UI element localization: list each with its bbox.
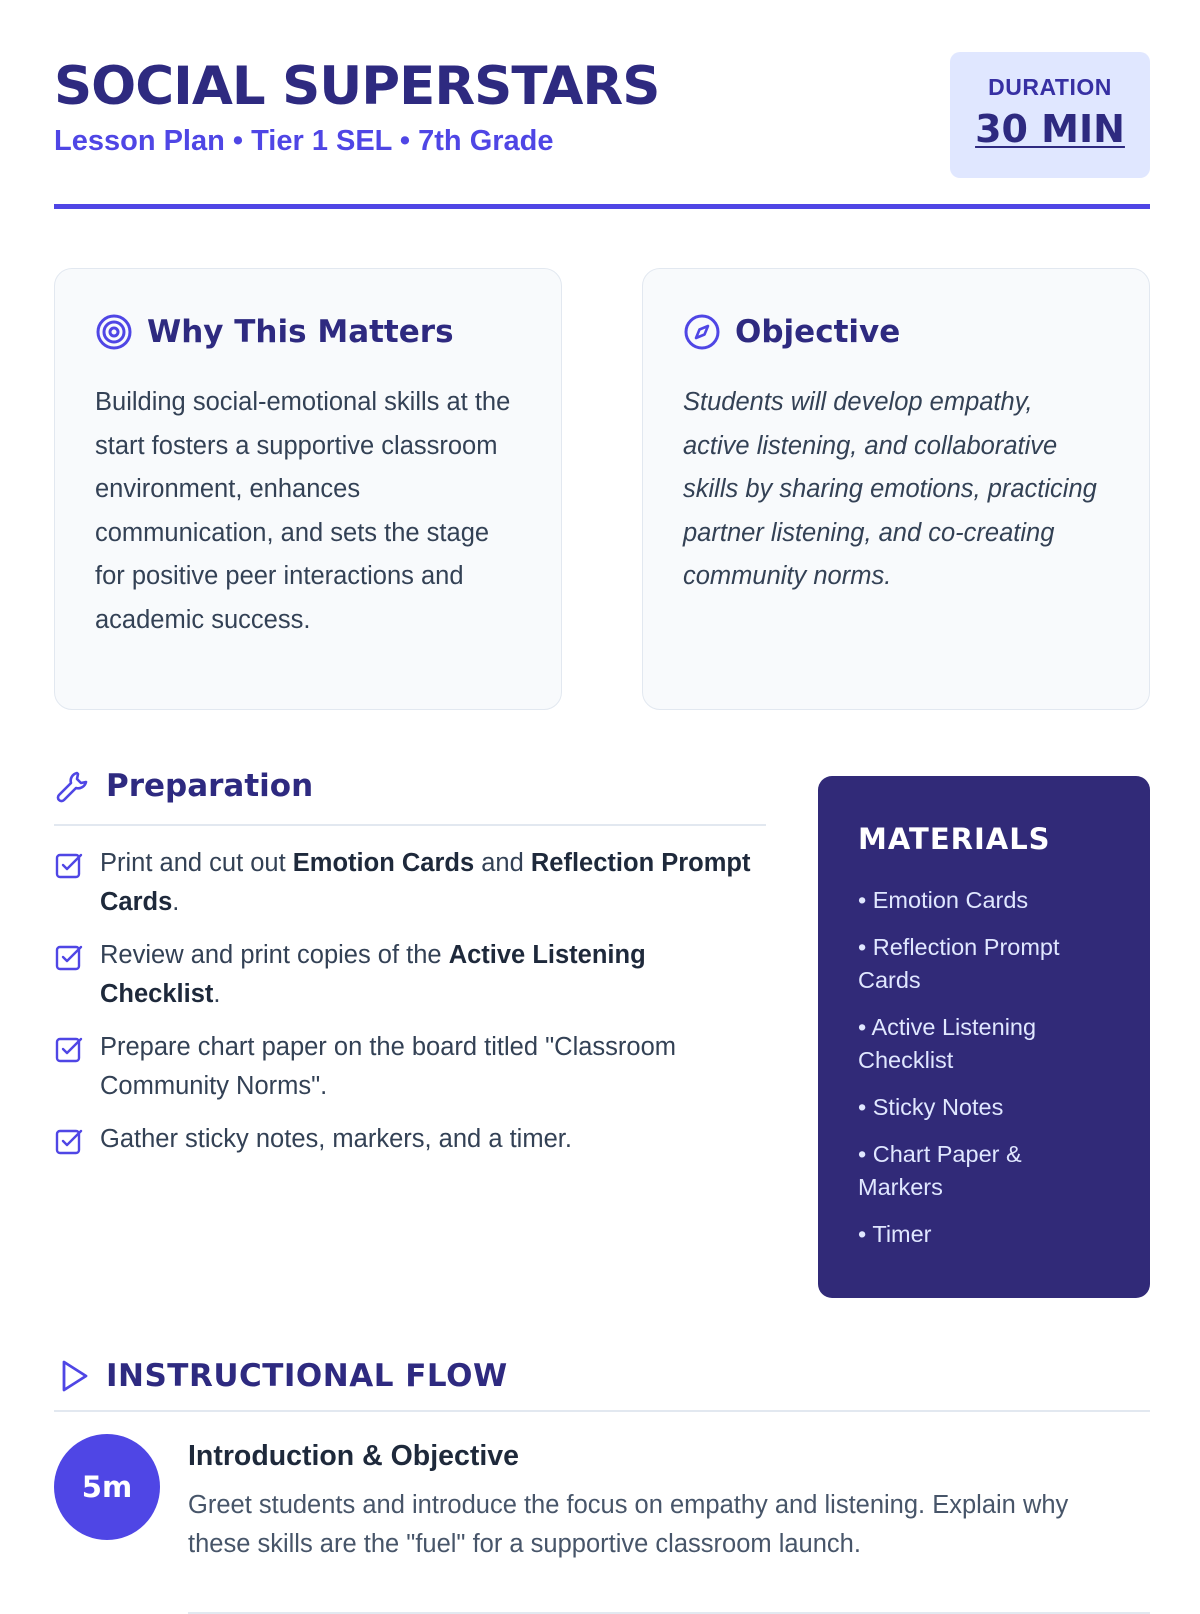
materials-item: • Active Listening Checklist (858, 1014, 1037, 1073)
checklist-text: Gather sticky notes, markers, and a timer. (100, 1125, 572, 1153)
section-divider (54, 1410, 1150, 1412)
wrench-icon (54, 767, 92, 805)
card-header (683, 313, 900, 351)
checkbox-checked-icon (54, 850, 84, 880)
step-description: Greet students and introduce the focus on empathy and listening. Explain why these skills are the "fuel" for a supportive classroom launch. (188, 1491, 1069, 1558)
page-subtitle: Lesson Plan • Tier 1 SEL • 7th Grade (54, 125, 554, 157)
checklist-item (54, 1028, 766, 1106)
instructional-flow-section (54, 1350, 1150, 1558)
card-body: Students will develop empathy, active listening, and collaborative skills by sharing emotions, practicing partner listening, and co-creating community norms. (683, 388, 1097, 590)
checkbox-checked-icon (54, 942, 84, 972)
header (54, 52, 1150, 212)
target-icon (95, 313, 133, 351)
materials-title: MATERIALS (858, 822, 1051, 856)
preparation-section (54, 760, 766, 1153)
section-title: INSTRUCTIONAL FLOW (106, 1358, 508, 1394)
header-divider (54, 204, 1150, 209)
checklist-text: Prepare chart paper on the board titled "Classroom Community Norms". (100, 1033, 677, 1100)
section-header (54, 760, 766, 812)
checkbox-checked-icon (54, 1034, 84, 1064)
page-title: SOCIAL SUPERSTARS (54, 56, 660, 117)
card-header (95, 313, 454, 351)
duration-label: DURATION (988, 74, 1112, 100)
section-header (54, 1350, 1150, 1402)
section-divider (54, 824, 766, 826)
duration-value: 30 MIN (975, 107, 1125, 151)
objective-card (642, 268, 1150, 710)
why-this-matters-card (54, 268, 562, 710)
checklist-item (54, 936, 766, 1014)
card-title: Objective (735, 314, 901, 350)
checklist-text: Review and print copies of the Active Listening Checklist. (100, 941, 646, 1008)
step-title: Introduction & Objective (188, 1440, 519, 1472)
play-icon (54, 1357, 92, 1395)
materials-item: • Sticky Notes (858, 1094, 1004, 1120)
step-duration-badge: 5m (54, 1434, 160, 1540)
checkbox-checked-icon (54, 1126, 84, 1156)
checklist-text: Print and cut out Emotion Cards and Reflection Prompt Cards. (100, 849, 751, 916)
checklist-item (54, 1120, 766, 1159)
materials-item: • Reflection Prompt Cards (858, 934, 1060, 993)
preparation-checklist (54, 844, 766, 1173)
card-title: Why This Matters (147, 314, 454, 350)
materials-list (858, 884, 1110, 1251)
materials-item: • Emotion Cards (858, 887, 1029, 913)
materials-item: • Timer (858, 1221, 932, 1247)
duration-box (950, 52, 1150, 178)
compass-icon (683, 313, 721, 351)
card-body: Building social-emotional skills at the start fosters a supportive classroom environment, enhances communication, and sets the stage for positive peer interactions and academic success. (95, 388, 511, 634)
materials-panel (818, 776, 1150, 1298)
checklist-item (54, 844, 766, 922)
materials-item: • Chart Paper & Markers (858, 1141, 1022, 1200)
section-title: Preparation (106, 768, 314, 804)
